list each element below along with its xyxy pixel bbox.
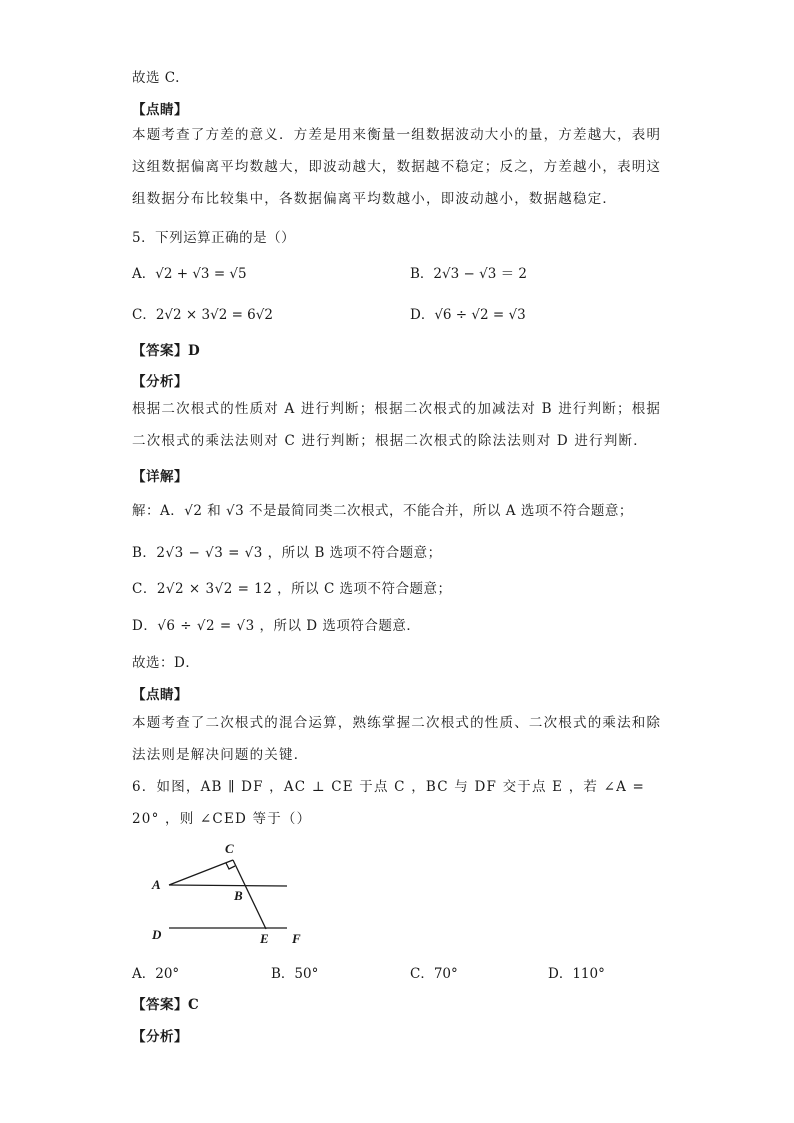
question-6-option-b: B．50° xyxy=(271,966,319,982)
solution-line-c: C．2√2 × 3√2 = 12 ，所以 C 选项不符合题意； xyxy=(132,581,452,597)
figure-label-a: A xyxy=(152,877,161,892)
answer-6: 【答案】C xyxy=(132,997,200,1013)
question-6-option-a: A．20° xyxy=(132,966,180,982)
figure-label-e: E xyxy=(260,931,269,946)
answer-5: 【答案】D xyxy=(132,343,201,359)
geometry-figure xyxy=(140,832,360,952)
figure-label-b: B xyxy=(234,888,243,903)
question-5-option-a: A．√2 + √3 = √5 xyxy=(132,266,247,282)
solution-line-b: B．2√3 − √3 = √3 ，所以 B 选项不符合题意； xyxy=(132,545,442,561)
figure-label-f: F xyxy=(292,931,301,946)
question-5-option-c: C．2√2 × 3√2 = 6√2 xyxy=(132,307,273,323)
question-6-option-c: C．70° xyxy=(410,966,458,982)
section-heading-fenxi-2: 【分析】 xyxy=(132,1029,188,1045)
solution-selection: 故选：D． xyxy=(132,655,200,671)
summary-paragraph: 本题考查了二次根式的混合运算，熟练掌握二次根式的性质、二次根式的乘法和除法法则是解决问题的关键． xyxy=(132,715,662,763)
question-5-stem: 5．下列运算正确的是（） xyxy=(132,230,296,246)
question-5-option-b: B．2√3 − √3 ＝ 2 xyxy=(410,266,527,282)
solution-line-a: 解：A．√2 和 √3 不是最简同类二次根式，不能合并，所以 A 选项不符合题意； xyxy=(132,503,633,519)
solution-line-d: D．√6 ÷ √2 = √3 ，所以 D 选项符合题意． xyxy=(132,618,421,634)
section-heading-xiangjie: 【详解】 xyxy=(132,469,188,485)
figure-label-c: C xyxy=(225,841,234,856)
question-5-option-d: D．√6 ÷ √2 = √3 xyxy=(410,307,526,323)
question-6-stem: 6．如图，AB ∥ DF ，AC ⊥ CE 于点 C ，BC 与 DF 交于点 E ，若 ∠A = 20° ，则 ∠CED 等于（） xyxy=(132,779,646,827)
section-heading-dianjing-2: 【点睛】 xyxy=(132,687,188,703)
analysis-paragraph: 根据二次根式的性质对 A 进行判断；根据二次根式的加减法对 B 进行判断；根据二次根式的乘法法则对 C 进行判断；根据二次根式的除法法则对 D 进行判断． xyxy=(132,401,662,449)
figure-label-d: D xyxy=(152,927,162,942)
question-6-option-d: D．110° xyxy=(548,966,605,982)
section-heading-dianjing: 【点睛】 xyxy=(132,102,188,118)
explanation-paragraph: 本题考查了方差的意义．方差是用来衡量一组数据波动大小的量，方差越大，表明这组数据偏离平均数越大，即波动越大，数据越不稳定；反之，方差越小，表明这组数据分布比较集中，各数据偏离平均数越小，即波动越小，数据越稳定． xyxy=(132,127,662,207)
section-heading-fenxi: 【分析】 xyxy=(132,374,188,390)
conclusion-text: 故选 C. xyxy=(132,70,180,86)
